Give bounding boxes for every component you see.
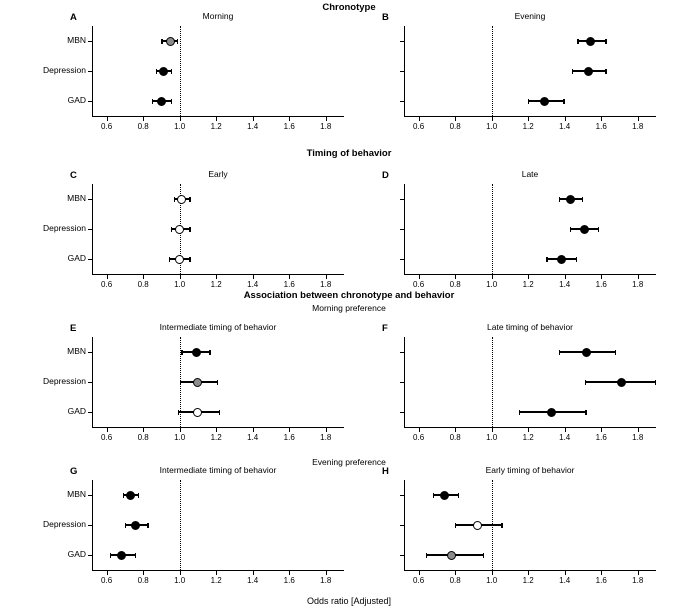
x-tick-label: 1.2 [210,433,222,442]
panel-title-h: Early timing of behavior [485,465,575,475]
y-axis-d [404,184,405,275]
ci-cap-low [585,380,586,385]
ci-cap-high [219,410,220,415]
y-axis-e [92,337,93,428]
y-axis-g [92,480,93,571]
estimate-marker [580,225,589,234]
estimate-marker [177,195,186,204]
ci-cap-high [209,350,210,355]
x-tick [492,117,493,121]
x-tick [528,428,529,432]
x-tick-label: 1.6 [595,576,607,585]
ci-cap-low [181,350,182,355]
estimate-marker [566,195,575,204]
y-tick-label-mbn: MBN [67,489,86,499]
x-tick [326,571,327,575]
panel-letter-e: E [70,323,77,334]
x-axis-a [92,116,344,117]
estimate-marker [473,521,482,530]
x-tick [455,275,456,279]
y-tick [88,412,92,413]
y-tick-label-depression: Depression [43,519,86,529]
x-tick [216,275,217,279]
ci-cap-low [559,197,560,202]
x-tick-label: 0.6 [413,122,425,131]
estimate-marker [584,67,593,76]
ci-cap-high [135,553,136,558]
x-tick [601,571,602,575]
reference-line-g [180,480,181,570]
x-tick [216,117,217,121]
x-tick-label: 1.6 [595,122,607,131]
ci-cap-high [563,99,564,104]
estimate-marker [166,37,175,46]
ci-cap-low [433,493,434,498]
y-tick [400,41,404,42]
x-tick [565,428,566,432]
x-tick-label: 0.6 [101,122,113,131]
panel-letter-g: G [70,466,78,477]
section-title-chronotype: Chronotype [322,2,376,13]
x-tick-label: 0.6 [413,433,425,442]
x-tick-label: 1.4 [247,280,259,289]
y-tick [88,352,92,353]
ci-cap-high [605,69,606,74]
y-axis-a [92,26,93,117]
ci-cap-low [174,197,175,202]
y-axis-c [92,184,93,275]
panel-letter-h: H [382,466,389,477]
y-tick [400,555,404,556]
y-tick-label-depression: Depression [43,223,86,233]
x-tick-label: 1.2 [522,122,534,131]
ci-cap-high [585,410,586,415]
x-tick-label: 1.4 [559,122,571,131]
x-tick-label: 0.8 [137,280,149,289]
x-tick-label: 0.8 [449,576,461,585]
x-tick-label: 0.8 [137,576,149,585]
estimate-marker [117,551,126,560]
estimate-marker [557,255,566,264]
estimate-marker [192,348,201,357]
y-tick [400,525,404,526]
y-tick [88,199,92,200]
x-tick-label: 1.0 [486,433,498,442]
x-tick-label: 0.6 [101,576,113,585]
x-tick-label: 1.6 [283,433,295,442]
ci-cap-low [178,410,179,415]
y-tick-label-gad: GAD [67,253,86,263]
y-axis-h [404,480,405,571]
y-tick-label-gad: GAD [67,549,86,559]
y-tick-label-depression: Depression [43,376,86,386]
ci-cap-low [426,553,427,558]
y-tick [88,101,92,102]
x-tick-label: 0.8 [449,433,461,442]
ci-cap-low [180,380,181,385]
x-tick-label: 1.8 [632,576,644,585]
reference-line-b [492,26,493,116]
estimate-marker [193,378,202,387]
ci-cap-high [189,197,190,202]
ci-cap-high [147,523,148,528]
ci-cap-high [483,553,484,558]
estimate-marker [440,491,449,500]
x-tick [253,117,254,121]
x-tick-label: 1.8 [320,122,332,131]
x-tick-label: 1.6 [283,122,295,131]
estimate-marker [193,408,202,417]
x-tick [601,428,602,432]
x-tick [143,117,144,121]
x-tick [326,428,327,432]
y-tick-label-mbn: MBN [67,346,86,356]
x-tick [216,571,217,575]
x-tick-label: 1.4 [559,433,571,442]
section-sub-evening-preference: Evening preference [312,457,386,467]
x-tick [253,571,254,575]
reference-line-f [492,337,493,427]
y-tick [400,199,404,200]
section-sub-morning-preference: Morning preference [312,303,386,313]
panel-letter-c: C [70,170,77,181]
y-tick [400,495,404,496]
x-axis-h [404,570,656,571]
y-tick-label-mbn: MBN [67,35,86,45]
x-tick [253,275,254,279]
x-tick [107,571,108,575]
x-axis-title: Odds ratio [Adjusted] [306,596,392,606]
panel-title-f: Late timing of behavior [487,322,573,332]
x-tick [528,275,529,279]
x-axis-g [92,570,344,571]
estimate-marker [547,408,556,417]
x-tick-label: 1.6 [283,280,295,289]
ci-cap-low [110,553,111,558]
ci-cap-high [189,227,190,232]
panel-title-e: Intermediate timing of behavior [159,322,277,332]
x-tick [419,275,420,279]
y-axis-b [404,26,405,117]
x-tick [638,275,639,279]
estimate-marker [159,67,168,76]
x-tick [289,428,290,432]
x-tick [492,571,493,575]
y-tick [88,555,92,556]
x-tick-label: 1.0 [174,433,186,442]
y-tick [88,229,92,230]
x-tick-label: 0.6 [413,280,425,289]
x-tick [107,117,108,121]
ci-cap-high [501,523,502,528]
x-tick [253,428,254,432]
ci-cap-high [598,227,599,232]
x-tick [492,275,493,279]
y-tick [400,382,404,383]
x-tick-label: 1.8 [632,122,644,131]
y-tick [400,71,404,72]
ci-cap-low [577,39,578,44]
x-tick [638,428,639,432]
x-tick [455,428,456,432]
x-axis-e [92,427,344,428]
x-tick-label: 1.0 [174,576,186,585]
panel-title-b: Evening [514,11,546,21]
x-tick [289,571,290,575]
ci-cap-high [138,493,139,498]
estimate-marker [175,225,184,234]
y-tick [400,412,404,413]
y-tick-label-gad: GAD [67,95,86,105]
y-tick [88,259,92,260]
y-tick [400,259,404,260]
x-tick-label: 1.2 [210,576,222,585]
x-tick-label: 1.0 [486,280,498,289]
ci-cap-high [171,69,172,74]
estimate-marker [586,37,595,46]
panel-title-c: Early [208,169,228,179]
section-title-timing: Timing of behavior [306,148,392,159]
x-tick [528,117,529,121]
y-tick-label-gad: GAD [67,406,86,416]
ci-cap-high [189,257,190,262]
x-tick [180,275,181,279]
estimate-marker [157,97,166,106]
y-tick [88,382,92,383]
x-tick-label: 1.2 [522,280,534,289]
x-tick-label: 1.4 [559,280,571,289]
x-tick-label: 1.2 [522,576,534,585]
x-tick [455,571,456,575]
x-tick [107,275,108,279]
x-tick-label: 1.0 [174,280,186,289]
x-tick-label: 1.2 [522,433,534,442]
ci-cap-high [655,380,656,385]
x-tick [492,428,493,432]
x-tick-label: 1.2 [210,122,222,131]
x-tick-label: 1.6 [595,433,607,442]
ci-cap-low [156,69,157,74]
ci-cap-low [455,523,456,528]
ci-cap-high [217,380,218,385]
x-tick [216,428,217,432]
y-tick [400,229,404,230]
estimate-marker [175,255,184,264]
ci-cap-low [570,227,571,232]
y-axis-f [404,337,405,428]
ci-cap-low [519,410,520,415]
x-tick-label: 1.8 [320,576,332,585]
panel-letter-f: F [382,323,388,334]
x-tick-label: 0.8 [137,433,149,442]
x-tick [528,571,529,575]
x-tick [601,275,602,279]
x-axis-d [404,274,656,275]
estimate-marker [617,378,626,387]
x-tick [180,571,181,575]
ci-cap-low [559,350,560,355]
x-tick [455,117,456,121]
x-tick-label: 1.2 [210,280,222,289]
x-tick-label: 1.4 [247,433,259,442]
x-tick [638,571,639,575]
x-tick-label: 0.6 [101,433,113,442]
x-tick-label: 1.6 [595,280,607,289]
x-axis-f [404,427,656,428]
x-tick [638,117,639,121]
x-tick-label: 1.8 [632,280,644,289]
x-tick-label: 0.6 [101,280,113,289]
x-tick-label: 1.6 [283,576,295,585]
y-tick [88,41,92,42]
x-tick-label: 1.0 [486,122,498,131]
x-axis-b [404,116,656,117]
ci-cap-low [169,257,170,262]
x-tick [601,117,602,121]
panel-title-g: Intermediate timing of behavior [159,465,277,475]
ci-cap-high [576,257,577,262]
reference-line-d [492,184,493,274]
ci-cap-low [152,99,153,104]
panel-title-a: Morning [202,11,234,21]
x-tick-label: 1.4 [247,576,259,585]
x-tick [289,275,290,279]
x-tick-label: 1.0 [486,576,498,585]
x-tick-label: 1.8 [632,433,644,442]
x-tick [419,428,420,432]
x-tick [419,571,420,575]
ci-cap-high [177,39,178,44]
x-tick-label: 1.8 [320,433,332,442]
x-tick [143,275,144,279]
x-tick [326,275,327,279]
x-tick-label: 1.8 [320,280,332,289]
x-tick [289,117,290,121]
ci-cap-high [171,99,172,104]
ci-cap-high [582,197,583,202]
panel-title-d: Late [521,169,539,179]
y-tick [88,525,92,526]
panel-letter-d: D [382,170,389,181]
ci-cap-high [605,39,606,44]
ci-cap-low [546,257,547,262]
x-tick-label: 1.4 [559,576,571,585]
estimate-marker [126,491,135,500]
x-tick [565,275,566,279]
x-tick [565,117,566,121]
x-axis-c [92,274,344,275]
y-tick [400,101,404,102]
x-tick [143,428,144,432]
x-tick-label: 1.4 [247,122,259,131]
ci-cap-low [528,99,529,104]
ci-cap-low [123,493,124,498]
x-tick-label: 0.8 [449,280,461,289]
estimate-marker [447,551,456,560]
estimate-marker [131,521,140,530]
estimate-marker [540,97,549,106]
panel-letter-b: B [382,12,389,23]
estimate-marker [582,348,591,357]
x-tick [180,428,181,432]
section-title-association: Association between chronotype and behavior [243,290,455,301]
x-tick [180,117,181,121]
x-tick [107,428,108,432]
x-tick-label: 0.6 [413,576,425,585]
y-tick-label-depression: Depression [43,65,86,75]
reference-line-a [180,26,181,116]
y-tick [88,71,92,72]
x-tick-label: 0.8 [137,122,149,131]
x-tick-label: 0.8 [449,122,461,131]
y-tick-label-mbn: MBN [67,193,86,203]
x-tick [326,117,327,121]
x-tick-label: 1.0 [174,122,186,131]
y-tick [88,495,92,496]
y-tick [400,352,404,353]
ci-cap-high [615,350,616,355]
x-tick [143,571,144,575]
x-tick [419,117,420,121]
ci-cap-low [572,69,573,74]
x-tick [565,571,566,575]
ci-cap-low [125,523,126,528]
ci-cap-low [171,227,172,232]
panel-letter-a: A [70,12,77,23]
ci-cap-high [458,493,459,498]
ci-cap-low [161,39,162,44]
